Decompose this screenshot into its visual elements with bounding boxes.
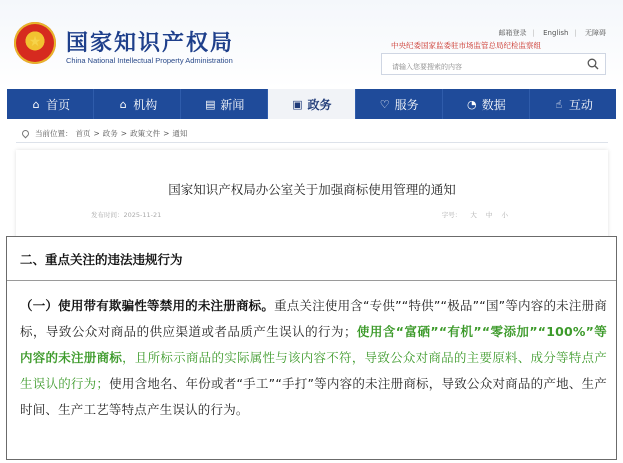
nav-item-services[interactable]: ♡ 服务 xyxy=(356,89,443,119)
supervision-slogan-link[interactable]: 中央纪委国家监委驻市场监管总局纪检监察组 xyxy=(391,41,541,50)
english-link[interactable]: English xyxy=(543,29,569,37)
building-icon: ⌂ xyxy=(119,97,127,111)
article-title: 国家知识产权局办公室关于加强商标使用管理的通知 xyxy=(168,182,456,197)
main-nav xyxy=(7,89,616,119)
highlighted-text-continued: ，且所标示商品的实际属性与该内容不符，导致公众对商品的主要原料、成分等特点产生误认的行为； xyxy=(20,350,607,391)
heart-icon: ♡ xyxy=(379,97,390,111)
top-links xyxy=(496,28,609,38)
site-name[interactable]: 国家知识产权局 xyxy=(66,30,235,56)
nav-item-news[interactable]: ▤ 新闻 xyxy=(181,89,268,119)
breadcrumb-separator: > xyxy=(93,129,100,138)
divider: | xyxy=(532,29,535,37)
article-card xyxy=(16,150,608,240)
search-icon xyxy=(587,58,599,70)
national-emblem-icon[interactable]: ★ xyxy=(14,22,56,64)
breadcrumb-government-affairs[interactable]: 政务 xyxy=(102,129,118,138)
site-header xyxy=(0,0,623,88)
search-input[interactable] xyxy=(390,57,584,77)
font-size-small[interactable]: 小 xyxy=(501,211,508,219)
paragraph-text-end: 使用含地名、年份或者“手工”“手打”等内容的未注册商标，导致公众对商品的产地、生产时间、生产工艺等特点产生误认的行为。 xyxy=(20,376,608,417)
site-name-english: China National Intellectual Property Administration xyxy=(66,56,233,65)
section-paragraph xyxy=(20,293,607,423)
home-icon: ⌂ xyxy=(32,97,40,111)
breadcrumb-policy-documents[interactable]: 政策文件 xyxy=(130,129,161,138)
breadcrumb-separator: > xyxy=(163,129,170,138)
accessibility-link[interactable]: 无障碍 xyxy=(585,29,606,37)
divider xyxy=(16,142,608,143)
hand-icon: ☝ xyxy=(555,97,563,111)
news-icon: ▤ xyxy=(205,97,216,111)
paragraph-text: 重点关注使用含“专供”“特供”“极品”“国”等内容的未注册商标，导致公众对商品的供应渠道或者品质产生误认的行为； xyxy=(20,298,607,339)
nav-item-home[interactable]: ⌂ 首页 xyxy=(7,89,94,119)
font-size-medium[interactable]: 中 xyxy=(485,211,493,219)
font-size-large[interactable]: 大 xyxy=(470,211,477,219)
search-box xyxy=(381,53,606,75)
breadcrumb-home[interactable]: 首页 xyxy=(75,129,91,138)
breadcrumb-separator: > xyxy=(120,129,128,138)
highlighted-text: 使用含“富硒”“有机”“零添加”“100%”等内容的未注册商标 xyxy=(20,324,607,365)
nav-item-institutions[interactable]: ⌂ 机构 xyxy=(94,89,181,119)
nav-item-interaction[interactable]: ☝ 互动 xyxy=(530,89,616,119)
search-button[interactable] xyxy=(581,54,605,74)
paragraph-lead: （一）使用带有欺骗性等禁用的未注册商标。 xyxy=(20,298,275,313)
document-icon: ▣ xyxy=(292,97,303,111)
nav-item-government-affairs[interactable]: ▣ 政务 xyxy=(268,89,355,119)
breadcrumb-notices[interactable]: 通知 xyxy=(172,129,188,138)
breadcrumb-prefix: 当前位置： xyxy=(35,129,73,138)
chart-icon: ◔ xyxy=(466,97,477,111)
divider: | xyxy=(574,29,577,37)
article-excerpt xyxy=(6,236,617,460)
mail-login-link[interactable]: 邮箱登录 xyxy=(498,29,527,37)
nav-item-data[interactable]: ◔ 数据 xyxy=(443,89,530,119)
publish-date: 发布时间：2025-11-21 xyxy=(91,211,162,219)
location-icon xyxy=(21,129,31,139)
breadcrumb xyxy=(22,128,187,139)
font-size-controls xyxy=(442,210,508,219)
font-size-label: 字号： xyxy=(441,211,462,219)
divider xyxy=(7,280,616,281)
section-heading: 二、重点关注的违法违规行为 xyxy=(20,252,183,267)
